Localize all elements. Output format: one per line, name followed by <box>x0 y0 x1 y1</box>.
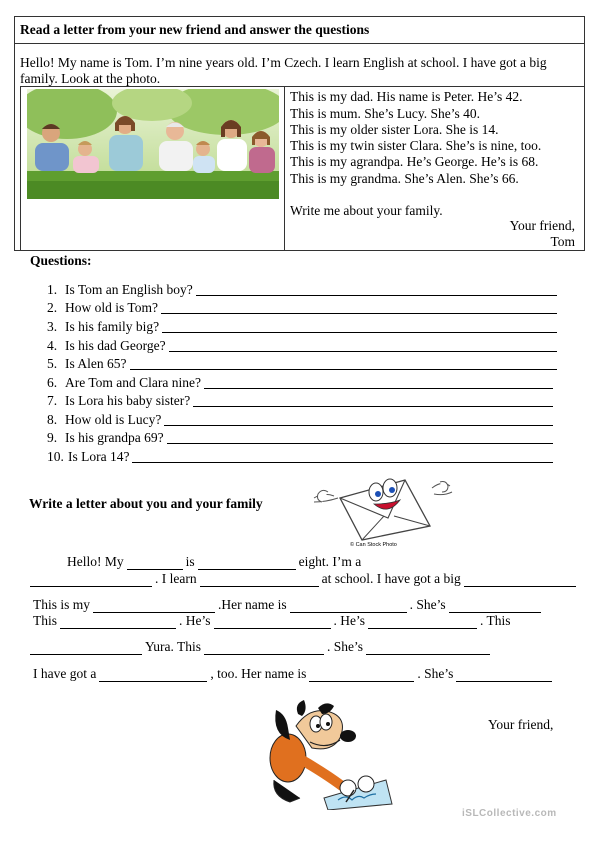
question-text: Is Lora his baby sister? <box>65 393 191 408</box>
letter-line: This is my older sister Lora. She is 14. <box>290 122 499 137</box>
writing-text: eight. I’m a <box>298 554 362 569</box>
writing-text: , too. Her name is <box>210 666 307 681</box>
fill-in-blank[interactable] <box>449 598 541 613</box>
answer-line[interactable] <box>204 388 553 389</box>
fill-in-blank[interactable] <box>30 572 152 587</box>
writing-signoff: Your friend, <box>488 717 554 732</box>
question-row <box>47 338 166 354</box>
answer-line[interactable] <box>162 332 557 333</box>
fill-in-blank[interactable] <box>198 555 296 570</box>
questions-heading: Questions: <box>30 253 92 268</box>
intro-line: Hello! My name is Tom. I’m nine years old. I’m Czech. I learn English at school. I have got a big <box>20 55 547 70</box>
fill-in-blank[interactable] <box>93 598 215 613</box>
fill-in-blank[interactable] <box>60 614 176 629</box>
writing-text: at school. I have got a big <box>321 571 461 586</box>
fill-in-blank[interactable] <box>204 640 324 655</box>
section-title: Read a letter from your new friend and answer the questions <box>20 22 370 37</box>
question-row <box>47 412 161 428</box>
question-text: Is Alen 65? <box>65 356 127 371</box>
fill-in-blank[interactable] <box>290 598 407 613</box>
answer-line[interactable] <box>169 351 557 352</box>
writing-text: . He’s <box>179 613 211 628</box>
question-number: 4. <box>47 338 58 353</box>
writing-line <box>64 554 364 570</box>
fill-in-blank[interactable] <box>366 640 490 655</box>
answer-line[interactable] <box>130 369 557 370</box>
fill-in-blank[interactable] <box>214 614 331 629</box>
goofy-writing-illustration <box>268 700 393 810</box>
question-number: 10. <box>47 449 64 464</box>
question-number: 9. <box>47 430 58 445</box>
fill-in-blank[interactable] <box>309 667 414 682</box>
question-number: 6. <box>47 375 58 390</box>
question-text: How old is Lucy? <box>65 412 162 427</box>
question-row <box>47 319 159 335</box>
answer-line[interactable] <box>164 425 553 426</box>
copyright-text: © Can Stock Photo <box>350 542 397 548</box>
question-text: Is Tom an English boy? <box>65 282 193 297</box>
writing-line <box>30 597 541 613</box>
writing-line <box>30 571 576 587</box>
writing-text: Yura. This <box>145 639 201 654</box>
question-row <box>47 300 158 316</box>
writing-text: . He’s <box>333 613 366 628</box>
answer-line[interactable] <box>196 295 557 296</box>
writing-text: . I learn <box>155 571 197 586</box>
question-text: How old is Tom? <box>65 300 158 315</box>
writing-text: This is my <box>33 597 91 612</box>
fill-in-blank[interactable] <box>30 640 142 655</box>
frame-divider <box>15 43 584 44</box>
question-text: Is his dad George? <box>65 338 166 353</box>
question-number: 8. <box>47 412 58 427</box>
envelope-mascot-illustration <box>310 468 455 548</box>
letter-line: This is my grandma. She’s Alen. She’s 66. <box>290 171 519 186</box>
answer-line[interactable] <box>132 462 553 463</box>
letter-line: This is my twin sister Clara. She’s is nine, too. <box>290 138 542 153</box>
writing-text: is <box>185 554 195 569</box>
fill-in-blank[interactable] <box>464 572 576 587</box>
family-photo <box>27 89 279 199</box>
letter-line: This is mum. She’s Lucy. She’s 40. <box>290 106 481 121</box>
writing-line <box>30 613 514 629</box>
question-number: 1. <box>47 282 58 297</box>
answer-line[interactable] <box>167 443 553 444</box>
answer-line[interactable] <box>193 406 553 407</box>
writing-heading: Write a letter about you and your family <box>29 496 263 511</box>
writing-text: . This <box>480 613 511 628</box>
fill-in-blank[interactable] <box>456 667 552 682</box>
question-text: Is his family big? <box>65 319 160 334</box>
question-number: 3. <box>47 319 58 334</box>
writing-text: I have got a <box>33 666 97 681</box>
writing-text: .Her name is <box>218 597 287 612</box>
letter-prompt: Write me about your family. <box>290 203 443 218</box>
writing-text: . She’s <box>417 666 454 681</box>
question-row <box>47 430 164 446</box>
letter-signoff: Your friend, <box>509 218 575 233</box>
question-row <box>47 375 201 391</box>
letter-box-divider <box>284 86 285 251</box>
question-number: 7. <box>47 393 58 408</box>
fill-in-blank[interactable] <box>127 555 183 570</box>
question-number: 2. <box>47 300 58 315</box>
answer-line[interactable] <box>161 313 557 314</box>
question-text: Are Tom and Clara nine? <box>65 375 202 390</box>
question-row <box>47 449 129 465</box>
letter-line: This is my agrandpa. He’s George. He’s is 68. <box>290 154 539 169</box>
question-text: Is his grandpa 69? <box>65 430 164 445</box>
letter-line: This is my dad. His name is Peter. He’s 42. <box>290 89 523 104</box>
writing-line <box>30 639 490 655</box>
question-number: 5. <box>47 356 58 371</box>
fill-in-blank[interactable] <box>200 572 319 587</box>
question-row <box>47 356 127 372</box>
writing-text: . She’s <box>327 639 364 654</box>
watermark: iSLCollective.com <box>462 808 557 819</box>
writing-text: Hello! My <box>67 554 124 569</box>
fill-in-blank[interactable] <box>99 667 207 682</box>
question-row <box>47 393 190 409</box>
writing-text: This <box>33 613 58 628</box>
writing-text: . She’s <box>409 597 446 612</box>
letter-signature: Tom <box>550 234 575 249</box>
question-text: Is Lora 14? <box>68 449 130 464</box>
question-row <box>47 282 193 298</box>
intro-line: family. Look at the photo. <box>20 71 161 86</box>
fill-in-blank[interactable] <box>368 614 477 629</box>
writing-line <box>30 666 552 682</box>
